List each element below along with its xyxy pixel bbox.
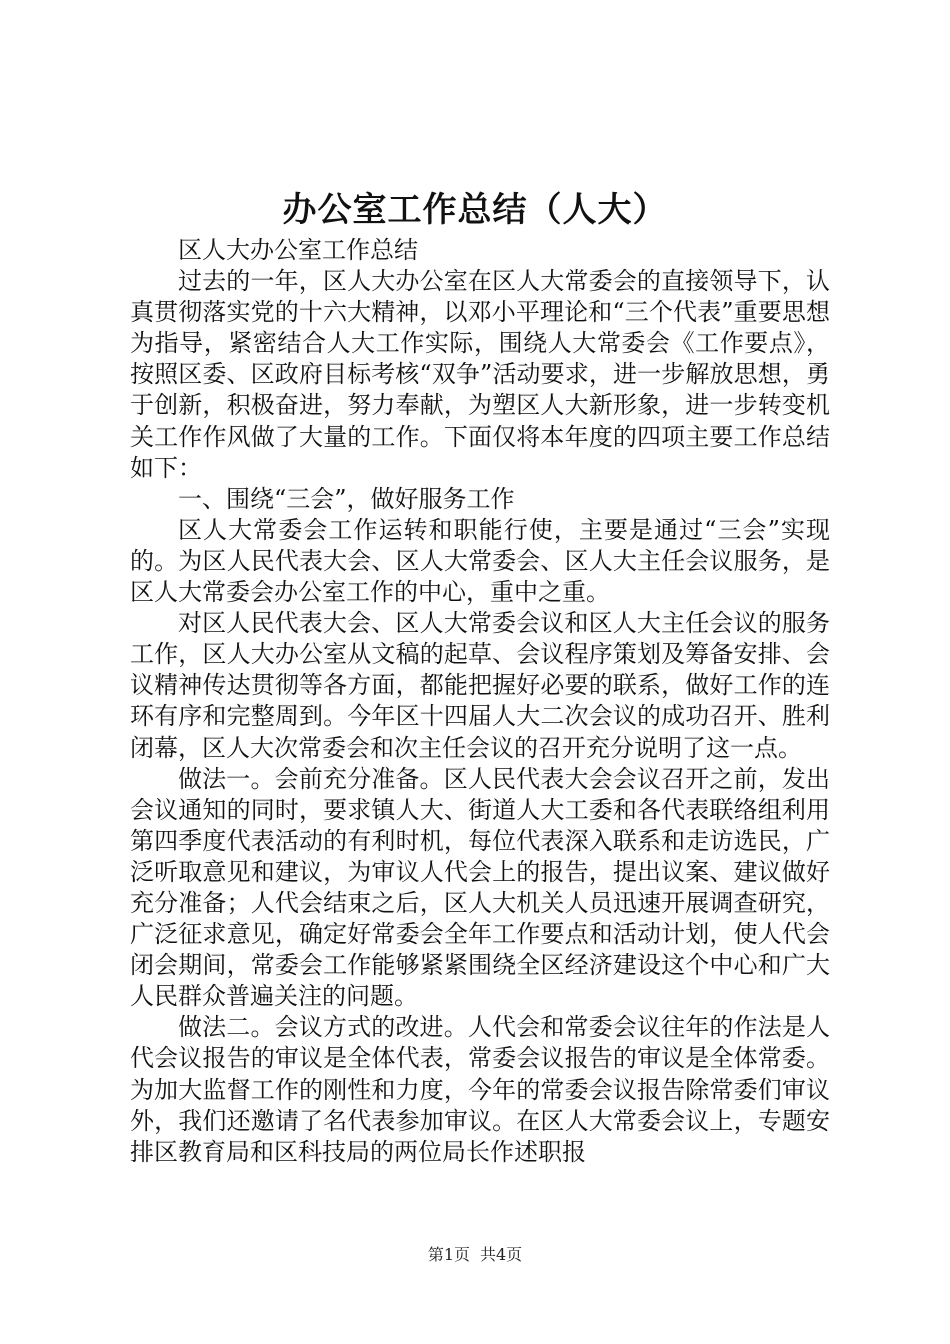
document-body <box>130 235 830 1168</box>
page-footer <box>0 1244 950 1266</box>
page-total: 共4页 <box>480 1245 523 1264</box>
page-number: 第1页 <box>427 1245 470 1264</box>
paragraph: 做法二。会议方式的改进。人代会和常委会议往年的作法是人代会议报告的审议是全体代表，常委会议报告的审议是全体常委。为加大监督工作的刚性和力度，今年的常委会议报告除常委们审议外，我们还邀请了名代表参加审议。在区人大常委会议上，专题安排区教育局和区科技局的两位局长作述职报 <box>130 1013 830 1166</box>
paragraph-subtitle: 区人大办公室工作总结 <box>178 236 418 264</box>
paragraph: 对区人民代表大会、区人大常委会议和区人大主任会议的服务工作，区人大办公室从文稿的起草、会议程序策划及筹备安排、会议精神传达贯彻等各方面，都能把握好必要的联系，做好工作的连环有序和完整周到。今年区十四届人大二次会议的成功召开、胜利闭幕，区人大次常委会和次主任会议的召开充分说明了这一点。 <box>130 609 830 762</box>
paragraph: 区人大常委会工作运转和职能行使，主要是通过“三会”实现的。为区人民代表大会、区人大常委会、区人大主任会议服务，是区人大常委会办公室工作的中心，重中之重。 <box>130 515 830 607</box>
document-title: 办公室工作总结（人大） <box>282 190 668 230</box>
paragraph: 做法一。会前充分准备。区人民代表大会会议召开之前，发出会议通知的同时，要求镇人大、街道人大工委和各代表联络组利用第四季度代表活动的有利时机，每位代表深入联系和走访选民，广泛听取意见和建议，为审议人代会上的报告，提出议案、建议做好充分准备；人代会结束之后，区人大机关人员迅速开展调查研究，广泛征求意见，确定好常委会全年工作要点和活动计划，使人代会闭会期间，常委会工作能够紧紧围绕全区经济建设这个中心和广大人民群众普遍关注的问题。 <box>130 764 830 1011</box>
paragraph-intro: 过去的一年，区人大办公室在区人大常委会的直接领导下，认真贯彻落实党的十六大精神，以邓小平理论和“三个代表”重要思想为指导，紧密结合人大工作实际，围绕人大常委会《工作要点》，按照区委、区政府目标考核“双争”活动要求，进一步解放思想，勇于创新，积极奋进，努力奉献，为塑区人大新形象，进一步转变机关工作作风做了大量的工作。下面仅将本年度的四项主要工作总结如下： <box>130 267 830 482</box>
section-heading: 一、围绕“三会”，做好服务工作 <box>178 484 515 513</box>
